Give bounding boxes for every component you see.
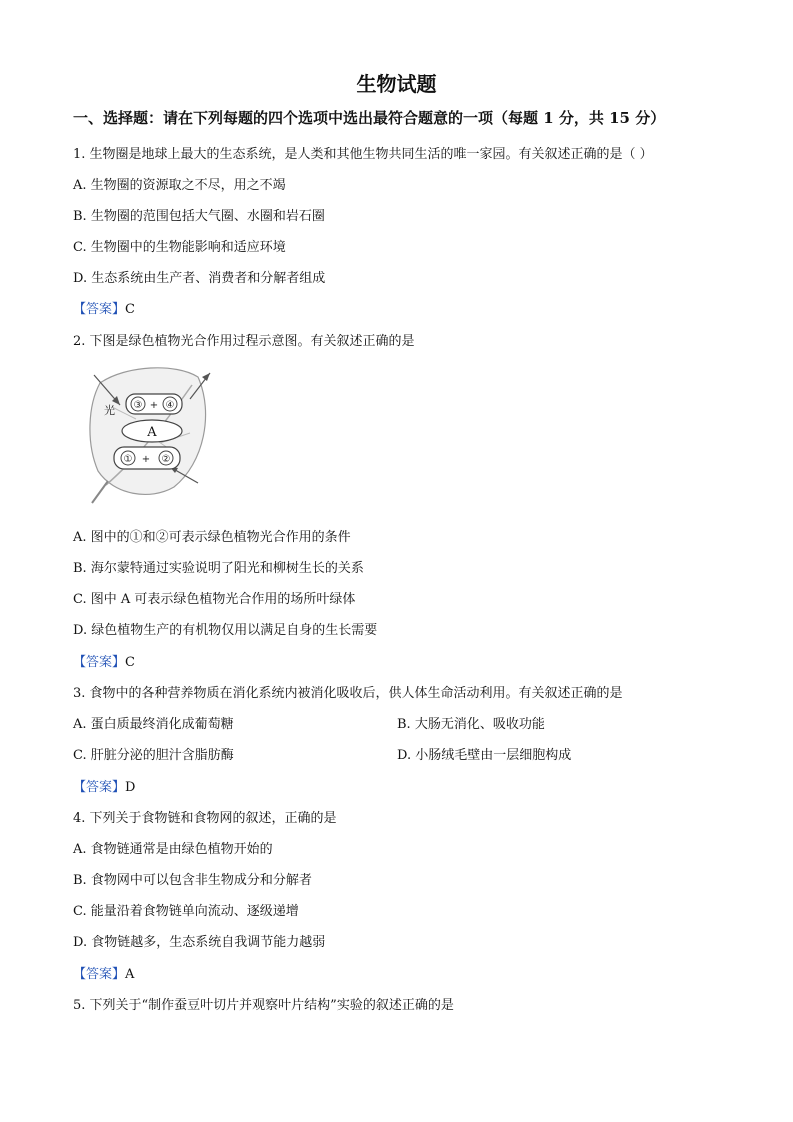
q1-option-d: D. 生态系统由生产者、消费者和分解者组成 (73, 271, 326, 286)
q4-answer (73, 963, 134, 982)
plus-top: + (149, 400, 159, 411)
svg-text:③: ③ (133, 400, 143, 411)
question-3-stem: 3. 食物中的各种营养物质在消化系统内被消化吸收后，供人体生命活动利用。有关叙述正确的是 (73, 686, 623, 701)
question-4-stem: 4. 下列关于食物链和食物网的叙述，正确的是 (73, 811, 337, 826)
answer-label: 【答案】 (73, 302, 126, 317)
answer-value: D (125, 780, 136, 795)
plus-bottom: + (141, 454, 151, 465)
svg-text:①: ① (123, 454, 133, 465)
question-2-stem: 2. 下图是绿色植物光合作用过程示意图。有关叙述正确的是 (73, 334, 415, 349)
q3-option-c: C. 肝脏分泌的胆汁含脂肪酶 (73, 748, 234, 763)
q2-answer (73, 651, 135, 670)
light-label: 光 (104, 404, 115, 417)
page-title: 生物试题 (356, 72, 437, 96)
q3-answer (73, 776, 135, 795)
leaf-stem (92, 481, 108, 503)
question-5-stem: 5. 下列关于“制作蚕豆叶切片并观察叶片结构”实验的叙述正确的是 (73, 998, 454, 1013)
q2-option-a: A. 图中的①和②可表示绿色植物光合作用的条件 (73, 530, 351, 545)
answer-label: 【答案】 (73, 967, 126, 982)
answer-value: A (125, 967, 135, 982)
q3-option-d: D. 小肠绒毛壁由一层细胞构成 (397, 748, 572, 763)
output-arrow-head (202, 373, 210, 381)
q4-option-b: B. 食物网中可以包含非生物成分和分解者 (73, 873, 312, 888)
q2-option-c: C. 图中 A 可表示绿色植物光合作用的场所叶绿体 (73, 592, 356, 607)
q4-option-a: A. 食物链通常是由绿色植物开始的 (73, 842, 273, 857)
svg-text:④: ④ (165, 400, 175, 411)
q1-answer (73, 298, 135, 317)
q1-option-c: C. 生物圈中的生物能影响和适应环境 (73, 240, 286, 255)
answer-label: 【答案】 (73, 780, 126, 795)
question-1-stem: 1. 生物圈是地球上最大的生态系统，是人类和其他生物共同生活的唯一家园。有关叙述正确的是（ ） (73, 147, 653, 162)
q2-option-b: B. 海尔蒙特通过实验说明了阳光和柳树生长的关系 (73, 561, 364, 576)
q3-option-a: A. 蛋白质最终消化成葡萄糖 (73, 717, 234, 732)
answer-value: C (125, 655, 135, 670)
answer-label: 【答案】 (73, 655, 126, 670)
q3-option-b: B. 大肠无消化、吸收功能 (397, 717, 545, 732)
photosynthesis-diagram (86, 363, 214, 505)
q1-option-b: B. 生物圈的范围包括大气圈、水圈和岩石圈 (73, 209, 325, 224)
answer-value: C (125, 302, 135, 317)
section-header: 一、选择题：请在下列每题的四个选项中选出最符合题意的一项（每题 1 分，共 15 分） (73, 109, 666, 127)
q4-option-c: C. 能量沿着食物链单向流动、逐级递增 (73, 904, 299, 919)
q1-option-a: A. 生物圈的资源取之不尽，用之不竭 (73, 178, 286, 193)
svg-text:A: A (147, 425, 157, 440)
q2-option-d: D. 绿色植物生产的有机物仅用以满足自身的生长需要 (73, 623, 378, 638)
q4-option-d: D. 食物链越多，生态系统自我调节能力越弱 (73, 935, 326, 950)
svg-text:②: ② (161, 454, 171, 465)
